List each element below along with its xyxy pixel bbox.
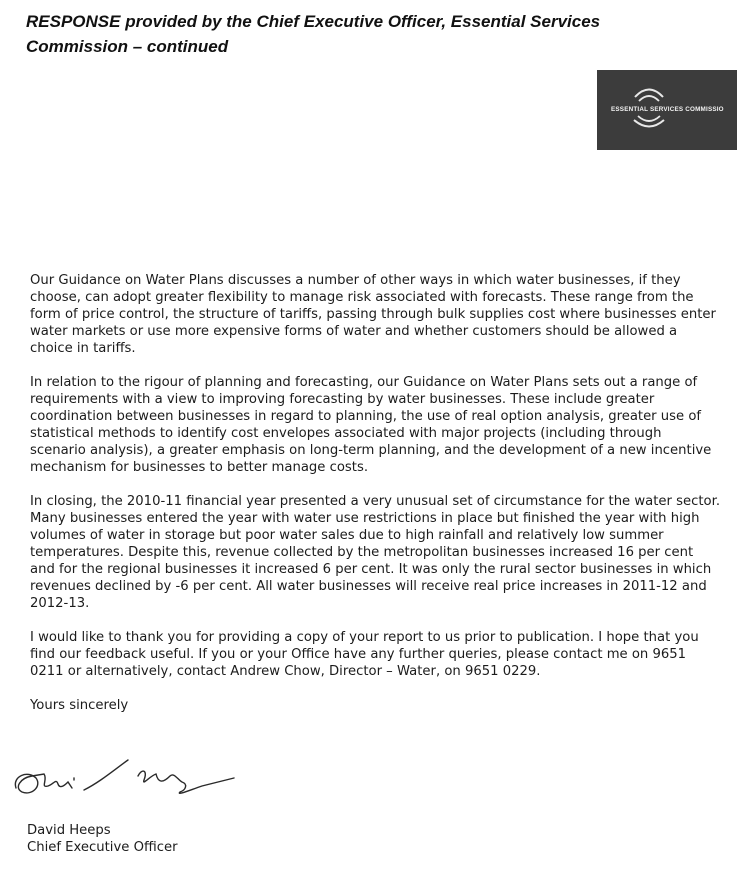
header-line-1: RESPONSE provided by the Chief Executive Officer, Essential Services xyxy=(26,12,601,31)
signature-block xyxy=(27,822,178,856)
header-line-2: Commission – continued xyxy=(26,37,229,56)
paragraph-financial-year: In closing, the 2010-11 financial year presented a very unusual set of circumstance for the water sector. Many businesses entered the year with water use restrictions in place but finished the year with high volumes of water in storage but poor water sales due to high rainfall and relatively low summer temperatures. Despite this, revenue collected by the metropolitan businesses increased 16 per cent and for the regional businesses it increased 6 per cent. It was only the rural sector businesses in which revenues declined by -6 per cent. All water businesses will receive real price increases in 2011-12 and 2012-13. xyxy=(30,494,721,611)
page-header xyxy=(26,9,726,59)
signature-icon xyxy=(10,756,240,816)
letter-body xyxy=(30,272,720,731)
closing-salutation: Yours sincerely xyxy=(30,698,129,713)
paragraph-thanks: I would like to thank you for providing a copy of your report to us prior to publication. I hope that you find our feedback useful. If you or your Office have any further queries, please contact me on 9651 0211 or alternatively, contact Andrew Chow, Director – Water, on 9651 0229. xyxy=(30,630,699,679)
paragraph-planning-rigour: In relation to the rigour of planning and forecasting, our Guidance on Water Plans sets out a range of requirements with a view to improving forecasting by water businesses. These include greater coordination between businesses in regard to planning, the use of real option analysis, greater use of statistical methods to identify cost envelopes associated with major projects (including through scenario analysis), a greater emphasis on long-term planning, and the development of a new incentive mechanism for businesses to better manage costs. xyxy=(30,375,712,475)
handwritten-signature xyxy=(10,756,240,821)
signatory-title: Chief Executive Officer xyxy=(27,840,178,855)
signatory-name: David Heeps xyxy=(27,823,111,838)
commission-logo xyxy=(597,70,737,150)
paragraph-forecast-flexibility: Our Guidance on Water Plans discusses a number of other ways in which water businesses, if they choose, can adopt greater flexibility to manage risk associated with forecasts. These range from the form of price control, the structure of tariffs, passing through bulk supplies cost where businesses enter water markets or use more expensive forms of water and whether customers should be allowed a choice in tariffs. xyxy=(30,273,716,356)
logo-text: ESSENTIAL SERVICES COMMISSIO xyxy=(611,106,724,113)
